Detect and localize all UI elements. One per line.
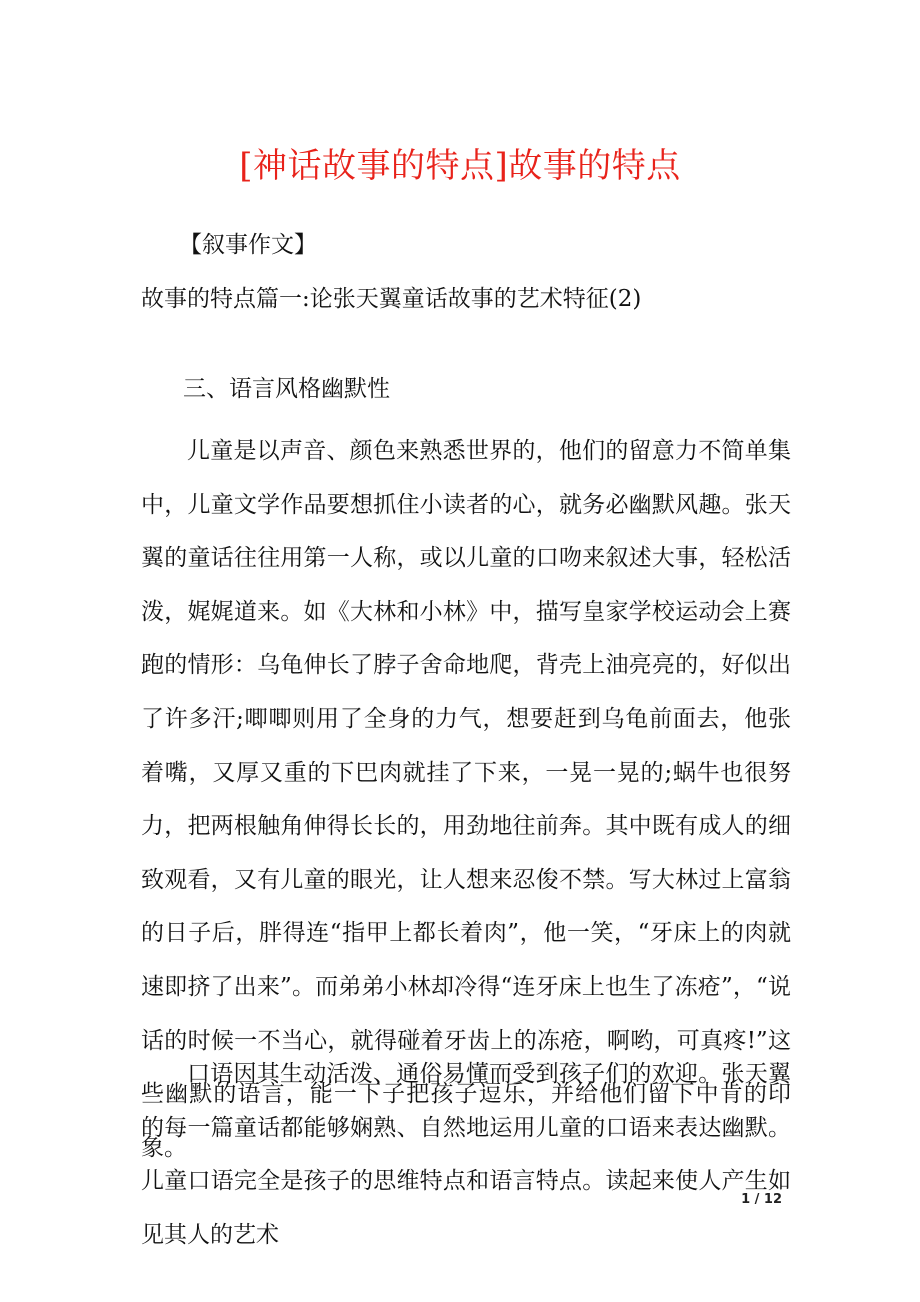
page-number: 1 / 12 [741,1192,782,1207]
document-title: [神话故事的特点]故事的特点 [239,146,681,186]
body-paragraph: 儿童是以声音、颜色来熟悉世界的，他们的留意力不简单集中，儿童文学作品要想抓住小读者的心，就务必幽默风趣。张天翼的童话往往用第一人称，或以儿童的口吻来叙述大事，轻松活泼，娓娓道来。如《大林和小林》中，描写皇家学校运动会上赛跑的情形：乌龟伸长了脖子舍命地爬，背壳上油亮亮的，好似出了许多汗;唧唧则用了全身的力气，想要赶到乌龟前面去，他张着嘴，又厚又重的下巴肉就挂了下来，一晃一晃的;蜗牛也很努力，把两根触角伸得长长的，用劲地往前奔。其中既有成人的细致观看，又有儿童的眼光，让人想来忍俊不禁。写大林过上富翁的日子后，胖得连“指甲上都长着肉”，他一笑，“牙床上的肉就速即挤了出来”。而弟弟小林却冷得“连牙床上也生了冻疮”，“说话的时候一不当心，就得碰着牙齿上的冻疮，啊哟，可真疼!”这些幽默的语言，能一下子把孩子逗乐，并给他们留下中肯的印象。 [141,438,791,1161]
body-paragraph: 口语因其生动活泼、通俗易懂而受到孩子们的欢迎。张天翼的每一篇童话都能够娴熟、自然地运用儿童的口语来表达幽默。儿童口语完全是孩子的思维特点和语言特点。读起来使人产生如见其人的艺术 [141,1061,791,1248]
article-subtitle: 故事的特点篇一:论张天翼童话故事的艺术特征(2) [141,286,642,312]
section-heading: 三、语言风格幽默性 [183,376,390,402]
category-label: 【叙事作文】 [179,232,317,258]
